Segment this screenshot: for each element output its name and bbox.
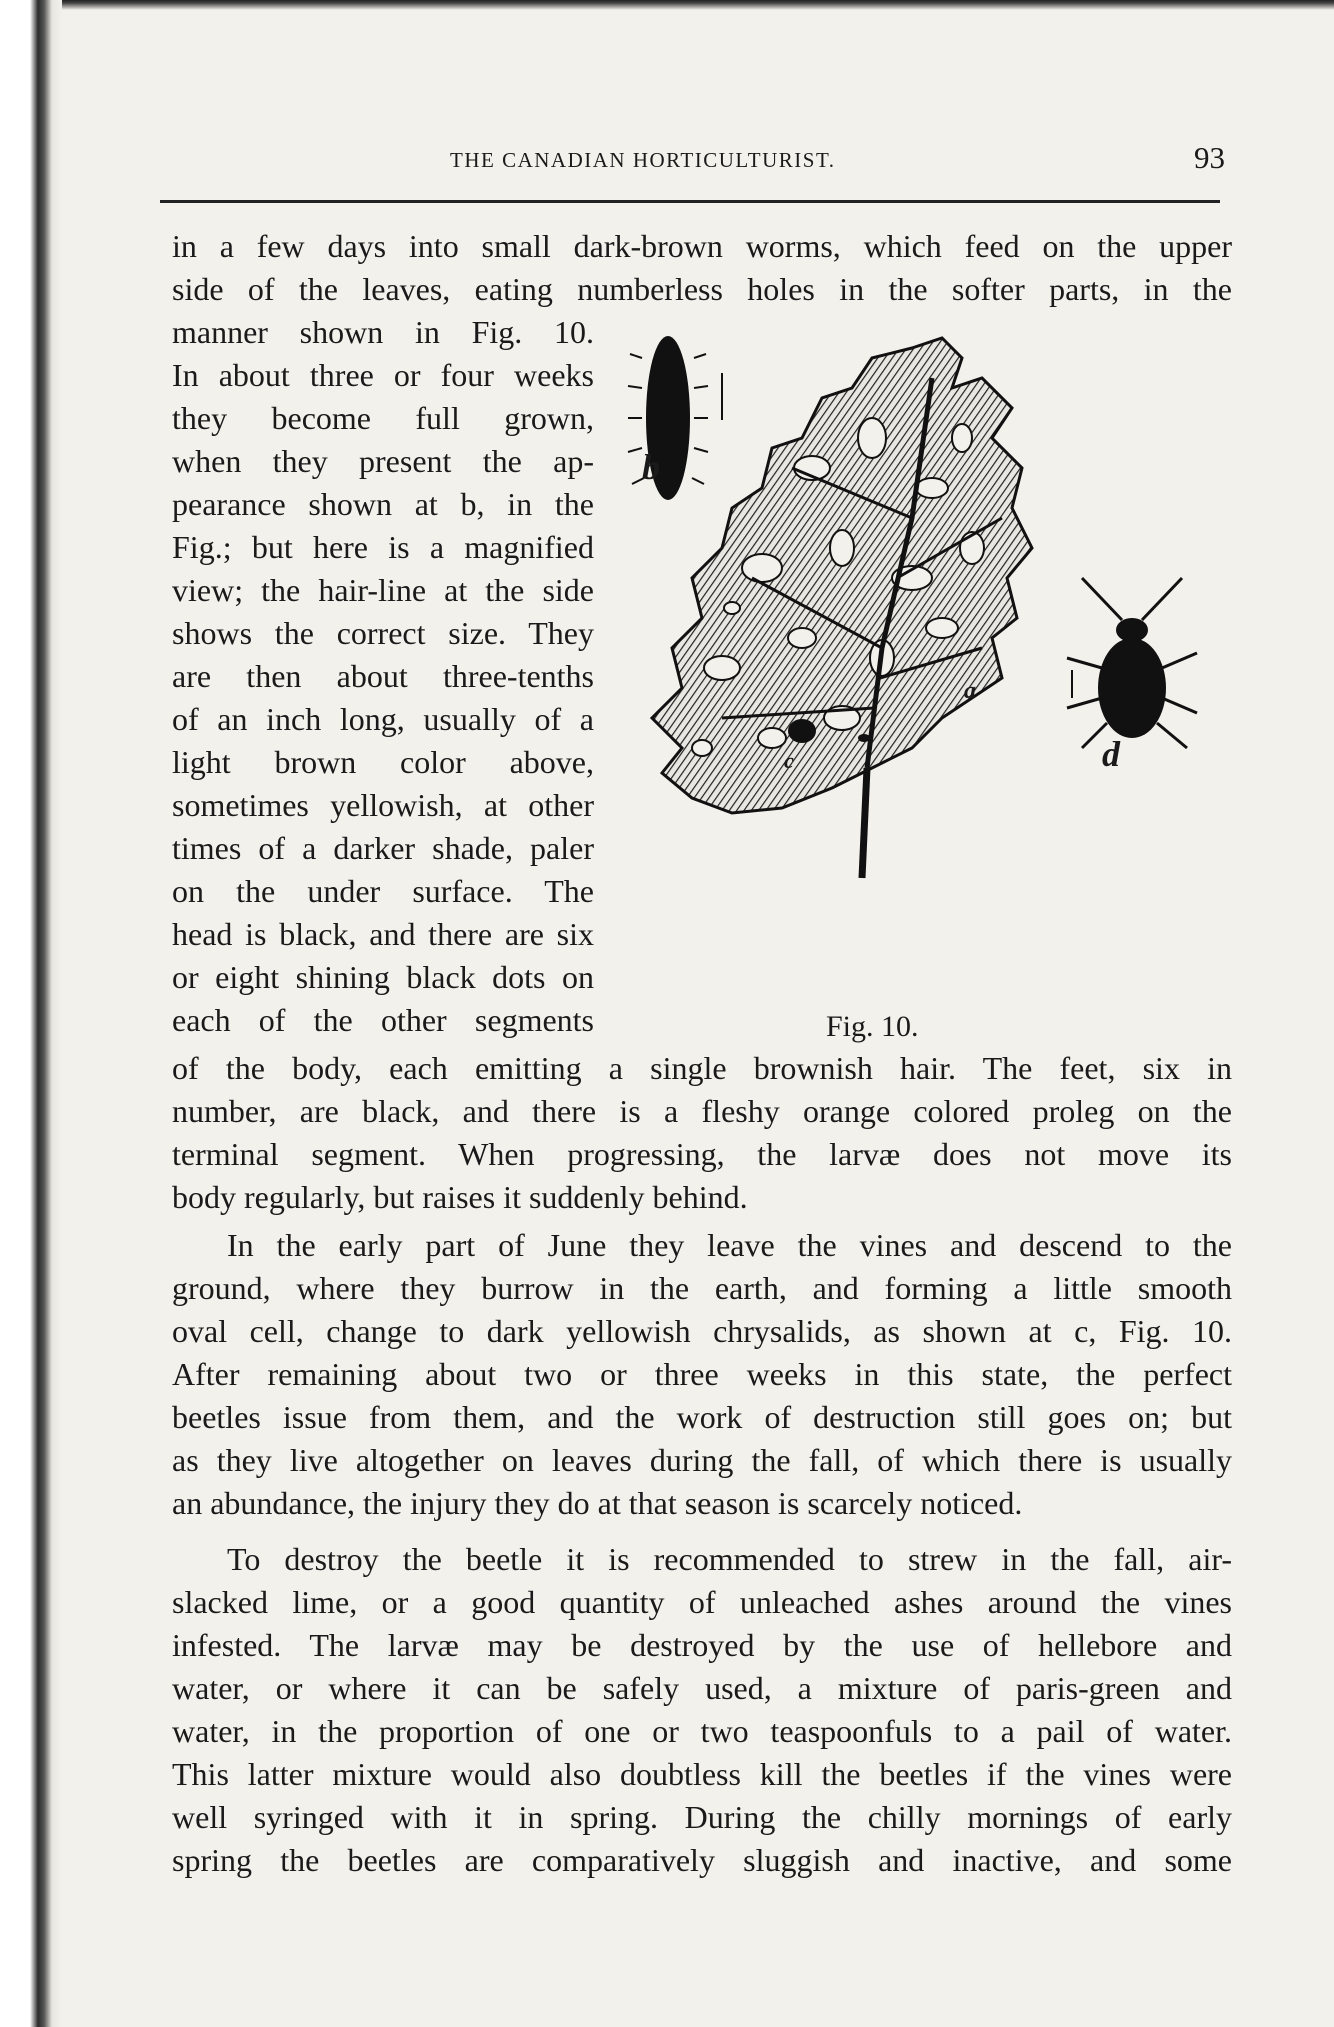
text-line: each of the other segments — [172, 1002, 594, 1038]
running-title: THE CANADIAN HORTICULTURIST. — [450, 148, 836, 172]
eaten-leaf — [652, 338, 1032, 878]
text-line: as they live altogether on leaves during the fall, of which there is usually — [172, 1442, 1232, 1478]
text-line: head is black, and there are six — [172, 916, 594, 952]
text-line: on the under surface. The — [172, 873, 594, 909]
text-line: In about three or four weeks — [172, 357, 594, 393]
text-line: of the body, each emitting a single brownish hair. The feet, six in — [172, 1050, 1232, 1086]
text-line: side of the leaves, eating numberless holes in the softer parts, in the — [172, 271, 1232, 307]
text-line: or eight shining black dots on — [172, 959, 594, 995]
text-line: they become full grown, — [172, 400, 594, 436]
figure-10-illustration — [612, 318, 1232, 1018]
text-line: sometimes yellowish, at other — [172, 787, 594, 823]
figure-label-b: b — [642, 447, 660, 487]
text-line: oval cell, change to dark yellowish chrysalids, as shown at c, Fig. 10. — [172, 1313, 1232, 1349]
book-binding-edge — [0, 0, 62, 2027]
text-line: spring the beetles are comparatively sluggish and inactive, and some — [172, 1842, 1232, 1878]
text-line: slacked lime, or a good quantity of unleached ashes around the vines — [172, 1584, 1232, 1620]
figure-label-a: a — [964, 678, 976, 704]
paragraph-intro — [172, 225, 1232, 311]
text-line: well syringed with it in spring. During the chilly mornings of early — [172, 1799, 1232, 1835]
text-line: beetles issue from them, and the work of destruction still goes on; but — [172, 1399, 1232, 1435]
text-line: an abundance, the injury they do at that season is scarcely noticed. — [172, 1485, 1023, 1521]
text-line: pearance shown at b, in the — [172, 486, 594, 522]
text-line: light brown color above, — [172, 744, 594, 780]
figure-caption: Fig. 10. — [826, 1010, 919, 1043]
text-line: when they present the ap- — [172, 443, 594, 479]
text-line: In the early part of June they leave the vines and descend to the — [227, 1227, 1232, 1263]
text-line: water, in the proportion of one or two teaspoonfuls to a pail of water. — [172, 1713, 1232, 1749]
text-line: infested. The larvæ may be destroyed by the use of hellebore and — [172, 1627, 1232, 1663]
paragraph-destroy — [172, 1538, 1232, 1882]
text-line: To destroy the beetle it is recommended to strew in the fall, air- — [227, 1541, 1232, 1577]
text-line: This latter mixture would also doubtless kill the beetles if the vines were — [172, 1756, 1232, 1792]
paragraph-june — [172, 1224, 1232, 1525]
leaf-beetle-engraving — [612, 318, 1232, 1018]
page-header — [170, 140, 1225, 184]
text-line: Fig.; but here is a magnified — [172, 529, 594, 565]
text-line: manner shown in Fig. 10. — [172, 314, 594, 350]
text-line: are then about three-tenths — [172, 658, 594, 694]
text-line: times of a darker shade, paler — [172, 830, 594, 866]
text-line: After remaining about two or three weeks in this state, the perfect — [172, 1356, 1232, 1392]
beetle-d — [1067, 578, 1197, 748]
paragraph-narrow-column — [172, 311, 594, 1042]
paragraph-continuation — [172, 1047, 1232, 1219]
pupa-c — [788, 719, 816, 743]
header-rule — [160, 200, 1220, 203]
text-line: shows the correct size. They — [172, 615, 594, 651]
text-line: body regularly, but raises it suddenly behind. — [172, 1179, 748, 1215]
text-line: of an inch long, usually of a — [172, 701, 594, 737]
page-top-edge — [0, 0, 1334, 10]
page-number: 93 — [1194, 140, 1225, 175]
text-line: in a few days into small dark-brown worms, which feed on the upper — [172, 228, 1232, 264]
text-line: number, are black, and there is a fleshy orange colored proleg on the — [172, 1093, 1232, 1129]
figure-label-d: d — [1102, 734, 1120, 774]
text-line: view; the hair-line at the side — [172, 572, 594, 608]
text-line: ground, where they burrow in the earth, and forming a little smooth — [172, 1270, 1232, 1306]
text-line: water, or where it can be safely used, a mixture of paris-green and — [172, 1670, 1232, 1706]
figure-label-c: c — [784, 748, 794, 773]
text-line: terminal segment. When progressing, the larvæ does not move its — [172, 1136, 1232, 1172]
